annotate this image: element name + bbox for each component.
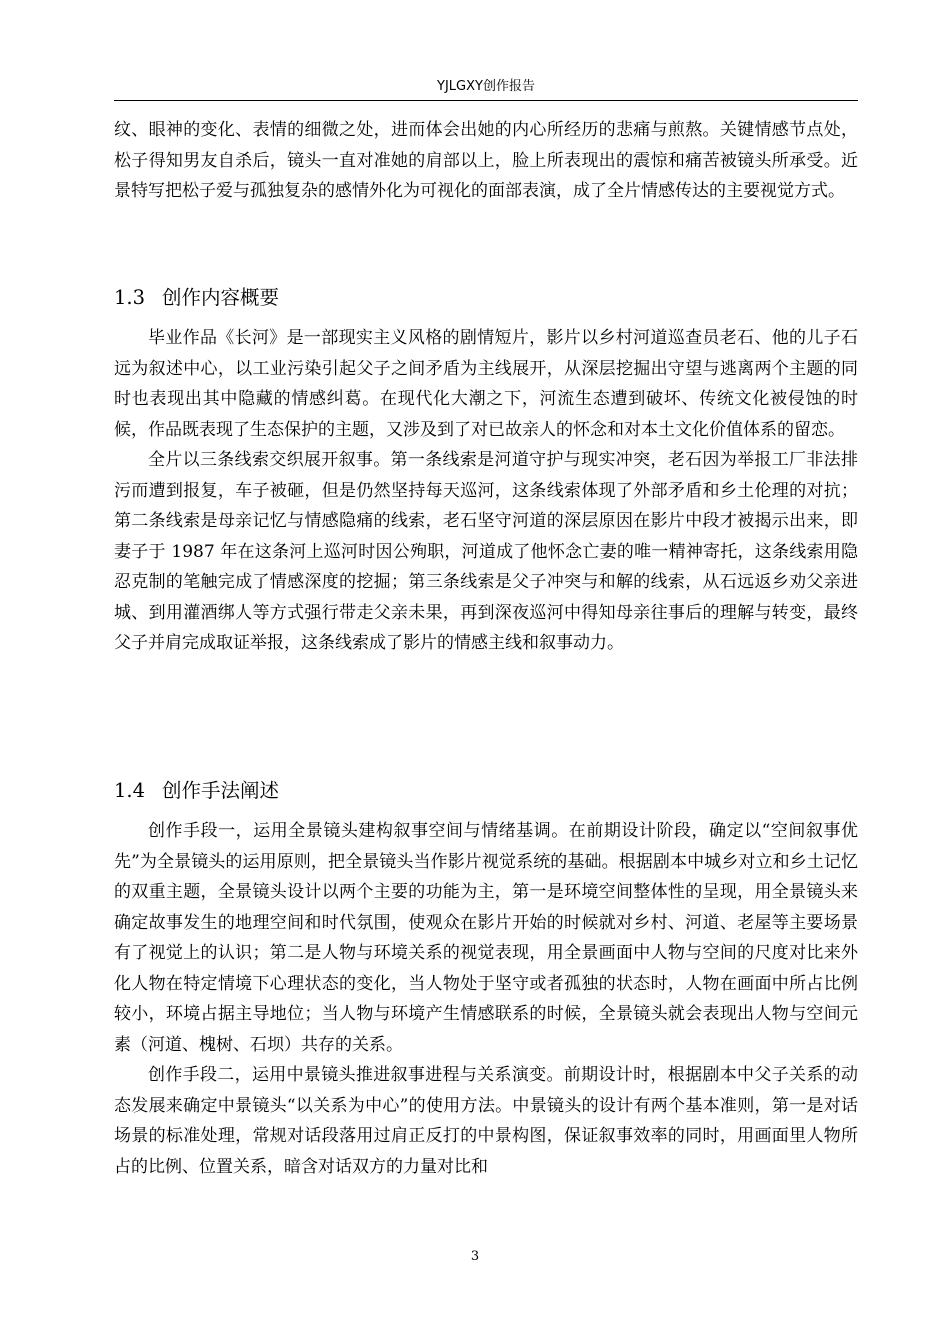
running-header: YJLGXY创作报告	[437, 79, 535, 94]
continuation-block	[114, 115, 858, 207]
section-number: 1.4	[114, 779, 146, 802]
header-divider	[114, 100, 858, 101]
section-1-4-body	[114, 816, 858, 1182]
section-title: 创作内容概要	[162, 286, 280, 309]
page-number: 3	[470, 1249, 480, 1264]
body-paragraph: 创作手段二，运用中景镜头推进叙事进程与关系演变。前期设计时，根据剧本中父子关系的动态发展来确定中景镜头“以关系为中心”的使用方法。中景镜头的设计有两个基本准则，第一是对话场景的标准处理，常规对话段落用过肩正反打的中景构图，保证叙事效率的同时，用画面里人物所占的比例、位置关系，暗含对话双方的力量对比和	[114, 1065, 858, 1177]
section-number: 1.3	[114, 286, 146, 309]
body-paragraph: 全片以三条线索交织展开叙事。第一条线索是河道守护与现实冲突，老石因为举报工厂非法排污而遭到报复，车子被砸，但是仍然坚持每天巡河，这条线索体现了外部矛盾和乡土伦理的对抗；第二条线索是母亲记忆与情感隐痛的线索，老石坚守河道的深层原因在影片中段才被揭示出来，即妻子于 1987 年在这条河上巡河时因公殉职，河道成了他怀念亡妻的唯一精神寄托，这条线索用隐忍克制的笔触完成了情感深度的挖掘；第三条线索是父子冲突与和解的线索，从石远返乡劝父亲进城、到用灌酒绑人等方式强行带走父亲未果，再到深夜巡河中得知母亲往事后的理解与转变，最终父子并肩完成取证举报，这条线索成了影片的情感主线和叙事动力。	[114, 450, 858, 653]
section-1-3-body	[114, 323, 858, 659]
section-title: 创作手法阐述	[162, 779, 280, 802]
body-paragraph: 创作手段一，运用全景镜头建构叙事空间与情绪基调。在前期设计阶段，确定以“空间叙事优先”为全景镜头的运用原则，把全景镜头当作影片视觉系统的基础。根据剧本中城乡对立和乡土记忆的双重主题，全景镜头设计以两个主要的功能为主，第一是环境空间整体性的呈现，用全景镜头来确定故事发生的地理空间和时代氛围，使观众在影片开始的时候就对乡村、河道、老屋等主要场景有了视觉上的认识；第二是人物与环境关系的视觉表现，用全景画面中人物与空间的尺度对比来外化人物在特定情境下心理状态的变化，当人物处于坚守或者孤独的状态时，人物在画面中所占比例较小，环境占据主导地位；当人物与环境产生情感联系的时候，全景镜头就会表现出人物与空间元素（河道、槐树、石坝）共存的关系。	[114, 821, 858, 1055]
section-heading-1-3	[114, 284, 858, 312]
body-paragraph: 毕业作品《长河》是一部现实主义风格的剧情短片，影片以乡村河道巡查员老石、他的儿子石远为叙述中心，以工业污染引起父子之间矛盾为主线展开，从深层挖掘出守望与逃离两个主题的同时也表现出其中隐藏的情感纠葛。在现代化大潮之下，河流生态遭到破坏、传统文化被侵蚀的时候，作品既表现了生态保护的主题，又涉及到了对已故亲人的怀念和对本土文化价值体系的留恋。	[114, 328, 858, 440]
section-heading-1-4	[114, 777, 858, 805]
continuation-paragraph: 纹、眼神的变化、表情的细微之处，进而体会出她的内心所经历的悲痛与煎熬。关键情感节点处，松子得知男友自杀后，镜头一直对准她的肩部以上，脸上所表现出的震惊和痛苦被镜头所承受。近景特写把松子爱与孤独复杂的感情外化为可视化的面部表演，成了全片情感传达的主要视觉方式。	[114, 120, 858, 201]
